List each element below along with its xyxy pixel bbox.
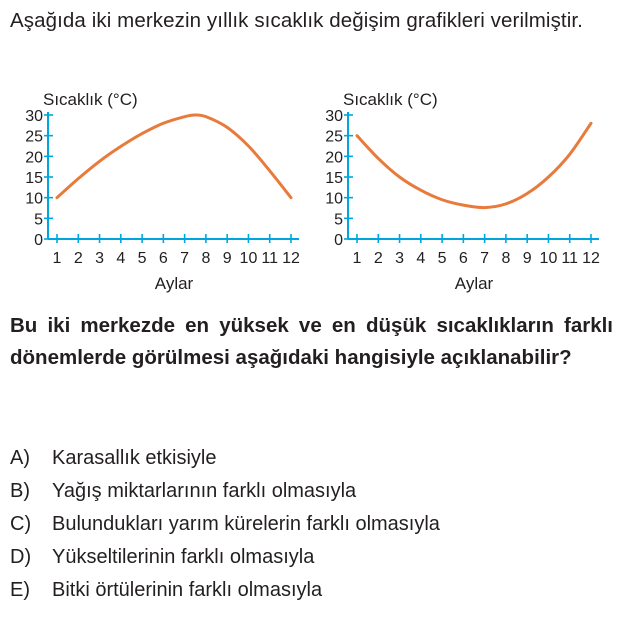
option-text: Yağış miktarlarının farklı olmasıyla	[52, 480, 357, 502]
option-text: Bulundukları yarım kürelerin farklı olmasıyla	[52, 513, 440, 535]
y-tick-label: 10	[325, 190, 343, 208]
x-tick-label: 5	[137, 250, 147, 267]
x-tick-label: 9	[522, 250, 532, 267]
x-tick-label: 11	[561, 250, 579, 267]
x-tick-label: 10	[239, 250, 258, 267]
y-tick-label: 15	[325, 170, 343, 187]
x-tick-label: 6	[158, 250, 168, 267]
option-letter: A)	[10, 447, 30, 469]
x-tick-label: 1	[52, 250, 62, 267]
x-tick-label: 1	[352, 250, 362, 267]
y-tick-label: 30	[25, 108, 43, 125]
right-temperature-chart	[308, 86, 608, 300]
y-axis-title: Sıcaklık (°C)	[43, 90, 138, 109]
y-tick-label: 0	[334, 232, 343, 249]
x-tick-label: 2	[373, 250, 383, 267]
y-axis-title: Sıcaklık (°C)	[343, 90, 438, 109]
answer-options	[10, 442, 610, 607]
option-letter: D)	[10, 546, 32, 568]
chart-svg-0	[8, 86, 308, 300]
y-tick-label: 0	[34, 232, 43, 249]
option-letter: B)	[10, 480, 30, 502]
x-tick-label: 12	[282, 250, 300, 267]
left-temperature-chart	[8, 86, 308, 300]
x-tick-label: 12	[582, 250, 600, 267]
x-tick-label: 6	[458, 250, 468, 267]
x-tick-label: 10	[539, 250, 558, 267]
x-tick-label: 8	[501, 250, 511, 267]
x-tick-label: 5	[437, 250, 447, 267]
option-text: Karasallık etkisiyle	[52, 447, 217, 469]
y-tick-label: 25	[25, 128, 43, 146]
y-tick-label: 20	[25, 149, 43, 167]
y-tick-label: 5	[34, 211, 43, 229]
y-tick-label: 20	[325, 149, 343, 167]
x-axis-title: Aylar	[154, 274, 194, 293]
option-d[interactable]	[10, 541, 610, 574]
y-tick-label: 30	[325, 108, 343, 125]
x-tick-label: 4	[116, 250, 126, 267]
option-text: Yükseltilerinin farklı olmasıyla	[52, 546, 315, 568]
x-axis-title: Aylar	[454, 274, 494, 293]
x-tick-label: 3	[95, 250, 104, 267]
y-tick-label: 15	[25, 170, 43, 187]
intro-text: Aşağıda iki merkezin yıllık sıcaklık değişim grafikleri verilmiştir.	[10, 9, 583, 32]
option-e[interactable]	[10, 574, 610, 607]
chart-svg-1	[308, 86, 608, 300]
x-tick-label: 7	[180, 250, 190, 267]
x-tick-label: 11	[261, 250, 279, 267]
option-b[interactable]	[10, 475, 610, 508]
option-c[interactable]	[10, 508, 610, 541]
x-tick-label: 3	[395, 250, 404, 267]
x-tick-label: 8	[201, 250, 211, 267]
option-text: Bitki örtülerinin farklı olmasıyla	[52, 579, 323, 601]
question-text: Bu iki merkezde en yüksek ve en düşük sıcaklıkların farklı dönemlerde görülmesi aşağıdaki hangisiyle açıklanabilir?	[10, 314, 613, 369]
series-line-0	[57, 115, 291, 198]
option-letter: E)	[10, 579, 30, 601]
x-tick-label: 9	[222, 250, 232, 267]
x-tick-label: 4	[416, 250, 426, 267]
y-tick-label: 25	[325, 128, 343, 146]
y-tick-label: 10	[25, 190, 43, 208]
x-tick-label: 7	[480, 250, 490, 267]
y-tick-label: 5	[334, 211, 343, 229]
option-letter: C)	[10, 513, 32, 535]
x-tick-label: 2	[73, 250, 83, 267]
series-line-0	[357, 123, 591, 207]
option-a[interactable]	[10, 442, 610, 475]
